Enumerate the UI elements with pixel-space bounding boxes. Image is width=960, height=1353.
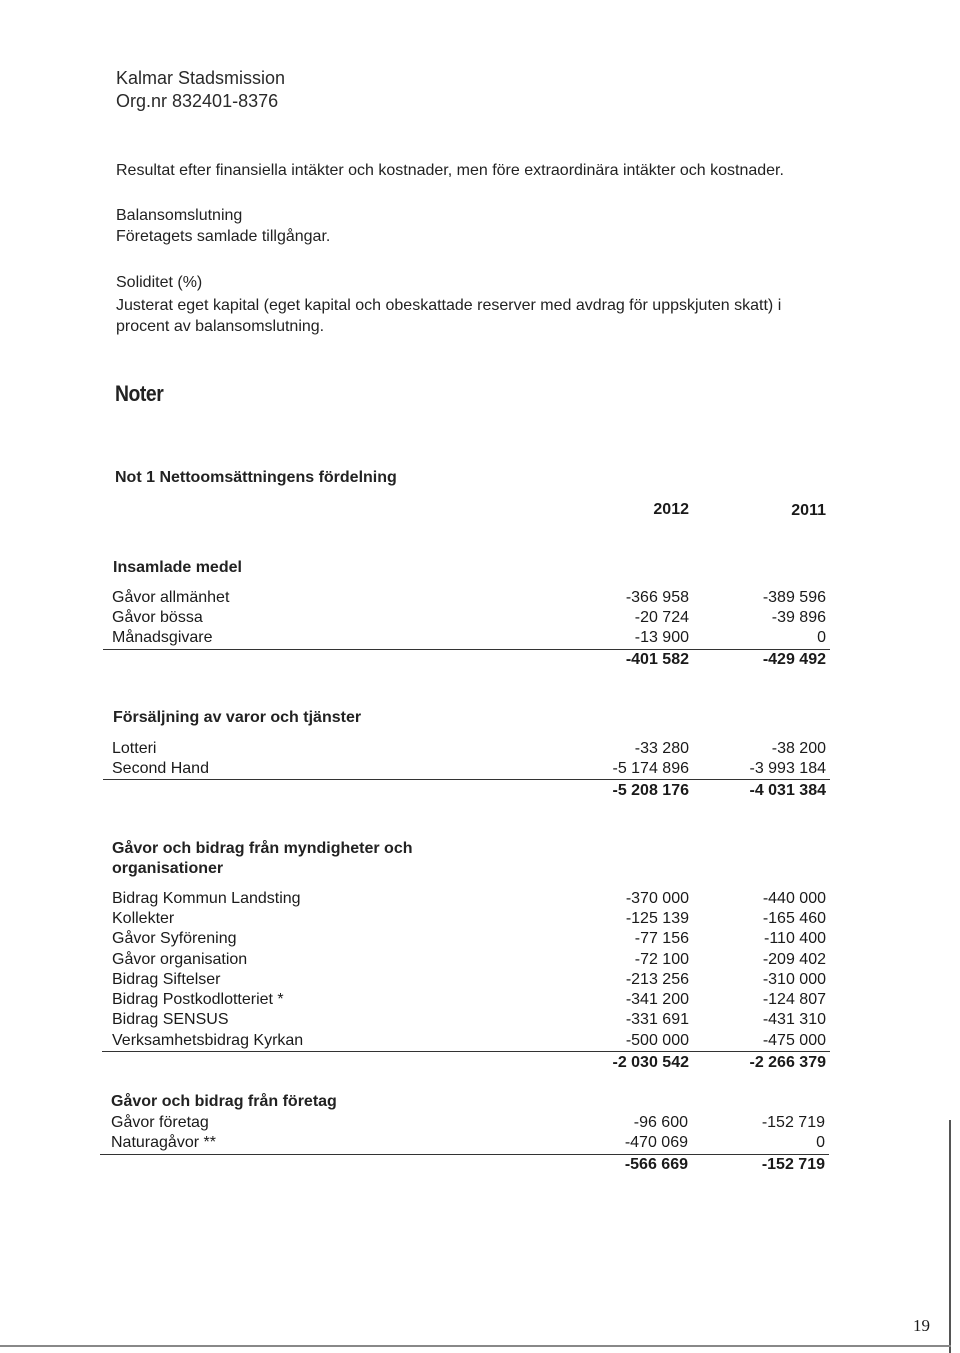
total-2012: -566 669: [624, 1156, 688, 1173]
value-2011: -165 460: [762, 910, 826, 927]
total-2011: -2 266 379: [749, 1054, 826, 1071]
org-name: Kalmar Stadsmission: [116, 68, 286, 88]
value-2012: -341 200: [625, 991, 689, 1008]
value-2012: -13 900: [634, 629, 689, 646]
subtotal-rule: [103, 649, 830, 650]
value-2012: -213 256: [625, 971, 689, 988]
note1-title: Not 1 Nettoomsättningens fördelning: [115, 469, 397, 486]
total-row: [112, 782, 828, 802]
noter-heading: Noter: [115, 381, 164, 406]
value-2011: -310 000: [762, 971, 826, 988]
row-label: Second Hand: [112, 760, 209, 777]
row-label: Verksamhetsbidrag Kyrkan: [112, 1032, 304, 1049]
total-2011: -4 031 384: [749, 782, 826, 799]
table-row: [112, 1032, 828, 1052]
table-row: [112, 609, 828, 629]
value-2012: -125 139: [625, 910, 689, 927]
value-2012: -366 958: [625, 589, 689, 606]
total-row: [111, 1156, 827, 1176]
soliditet-description-line2: procent av balansomslutning.: [116, 318, 325, 335]
page-right-edge: [949, 1120, 951, 1353]
value-2012: -370 000: [625, 890, 689, 907]
value-2011: -209 402: [762, 951, 826, 968]
total-row: [112, 1054, 828, 1074]
row-label: Gåvor allmänhet: [112, 589, 230, 606]
soliditet-description-line1: Justerat eget kapital (eget kapital och obeskattade reserver med avdrag för uppskjuten skatt) i: [116, 297, 782, 314]
row-label: Bidrag Postkodlotteriet *: [112, 991, 284, 1008]
org-number: Org.nr 832401-8376: [116, 91, 279, 111]
table-row: [112, 890, 828, 910]
row-label: Bidrag Siftelser: [112, 971, 221, 988]
table-row: [112, 991, 828, 1011]
total-2012: -5 208 176: [612, 782, 689, 799]
value-2012: -33 280: [634, 740, 689, 757]
value-2011: -431 310: [762, 1011, 826, 1028]
value-2011: 0: [817, 629, 826, 646]
table-row: [112, 1011, 828, 1031]
table-row: [111, 1134, 827, 1154]
value-2012: -20 724: [634, 609, 689, 626]
value-2011: -38 200: [771, 740, 826, 757]
value-2012: -72 100: [634, 951, 689, 968]
row-label: Naturagåvor **: [111, 1134, 216, 1151]
table-row: [112, 589, 828, 609]
section-title-forsaljning: Försäljning av varor och tjänster: [113, 709, 362, 726]
subtotal-rule: [103, 779, 830, 780]
value-2012: -96 600: [633, 1114, 688, 1131]
table-row: [112, 740, 828, 760]
table-row: [112, 910, 828, 930]
row-label: Gåvor företag: [111, 1114, 209, 1131]
row-label: Månadsgivare: [112, 629, 213, 646]
value-2011: -440 000: [762, 890, 826, 907]
page-bottom-edge: [0, 1345, 951, 1347]
row-label: Lotteri: [112, 740, 157, 757]
year-2012-header: 2012: [653, 501, 689, 518]
section-title-myndigheter-line1: Gåvor och bidrag från myndigheter och: [112, 840, 413, 857]
page-number: 19: [913, 1316, 930, 1335]
section-title-insamlade: Insamlade medel: [113, 559, 242, 576]
table-row: [112, 951, 828, 971]
value-2012: -500 000: [625, 1032, 689, 1049]
row-label: Gåvor Syförening: [112, 930, 237, 947]
total-2011: -152 719: [761, 1156, 825, 1173]
table-row: [112, 930, 828, 950]
resultat-definition: Resultat efter finansiella intäkter och kostnader, men före extraordinära intäkter och kostnader.: [116, 162, 784, 179]
row-label: Gåvor organisation: [112, 951, 248, 968]
row-label: Bidrag SENSUS: [112, 1011, 229, 1028]
value-2011: -389 596: [762, 589, 826, 606]
value-2012: -5 174 896: [612, 760, 689, 777]
row-label: Bidrag Kommun Landsting: [112, 890, 301, 907]
value-2012: -331 691: [625, 1011, 689, 1028]
soliditet-title: Soliditet (%): [116, 274, 203, 291]
balans-title: Balansomslutning: [116, 207, 243, 224]
subtotal-rule: [102, 1051, 830, 1052]
section-title-myndigheter-line2: organisationer: [112, 860, 224, 877]
table-row: [112, 629, 828, 649]
value-2012: -470 069: [624, 1134, 688, 1151]
table-row: [111, 1114, 827, 1134]
value-2011: -3 993 184: [749, 760, 826, 777]
total-2012: -401 582: [625, 651, 689, 668]
total-row: [112, 651, 828, 671]
total-2011: -429 492: [762, 651, 826, 668]
value-2012: -77 156: [634, 930, 689, 947]
value-2011: -110 400: [764, 930, 826, 947]
table-row: [112, 971, 828, 991]
balans-description: Företagets samlade tillgångar.: [116, 228, 331, 245]
value-2011: -152 719: [761, 1114, 825, 1131]
year-2011-header: 2011: [791, 502, 826, 519]
value-2011: -124 807: [762, 991, 826, 1008]
row-label: Gåvor bössa: [112, 609, 203, 626]
subtotal-rule: [100, 1154, 829, 1155]
value-2011: -475 000: [762, 1032, 826, 1049]
total-2012: -2 030 542: [612, 1054, 689, 1071]
table-row: [112, 760, 828, 780]
value-2011: -39 896: [771, 609, 826, 626]
section-title-foretag: Gåvor och bidrag från företag: [111, 1093, 337, 1110]
value-2011: 0: [816, 1134, 825, 1151]
row-label: Kollekter: [112, 910, 175, 927]
